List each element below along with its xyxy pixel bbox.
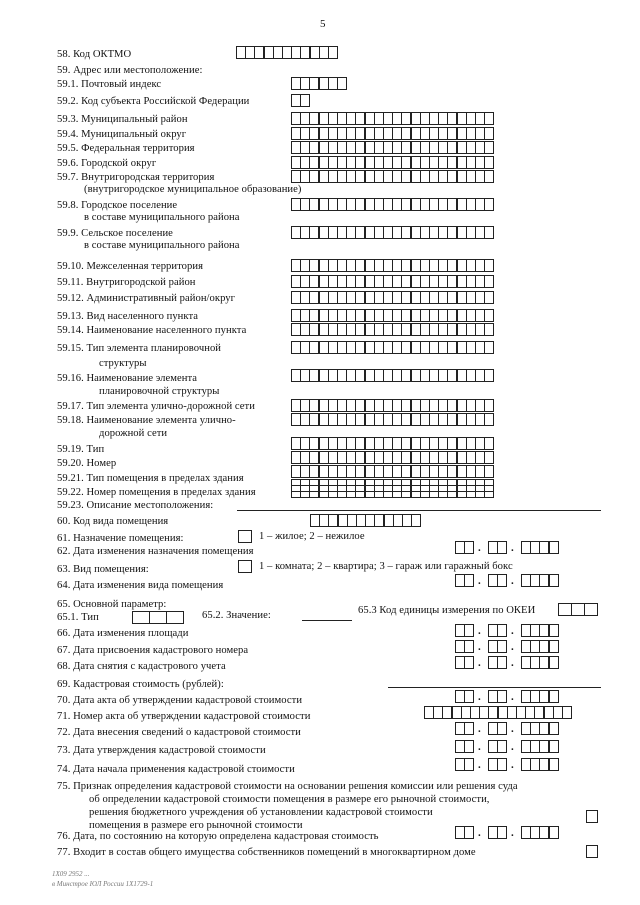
label-f59_2: 59.2. Код субъекта Российской Федерации bbox=[57, 96, 250, 107]
label-f58: 58. Код ОКТМО bbox=[57, 49, 132, 60]
input-cell[interactable] bbox=[484, 413, 494, 426]
input-cell[interactable] bbox=[484, 485, 494, 498]
input-cell[interactable] bbox=[464, 640, 474, 653]
input-cell[interactable] bbox=[497, 826, 507, 839]
input-cell[interactable] bbox=[166, 611, 184, 624]
municipal-district-boxes[interactable] bbox=[291, 112, 493, 125]
label-f59_1: 59.1. Почтовый индекс bbox=[57, 79, 162, 90]
date-separator: . bbox=[511, 542, 514, 554]
label-f59_9b: в составе муниципального района bbox=[84, 240, 240, 251]
date-separator: . bbox=[478, 741, 481, 753]
cadastral-number-date-day[interactable] bbox=[455, 640, 473, 653]
input-cell[interactable] bbox=[464, 541, 474, 554]
input-cell[interactable] bbox=[464, 690, 474, 703]
label-f61: 61. Назначение помещения: bbox=[57, 533, 184, 544]
input-cell[interactable] bbox=[484, 141, 494, 154]
label-f59_20: 59.20. Номер bbox=[57, 458, 117, 469]
input-cell[interactable] bbox=[497, 574, 507, 587]
label-f59_16b: планировочной структуры bbox=[99, 386, 220, 397]
label-f59_19: 59.19. Тип bbox=[57, 444, 105, 455]
input-cell[interactable] bbox=[484, 259, 494, 272]
subject-code-boxes[interactable] bbox=[291, 94, 309, 107]
label-f65_3: 65.3 Код единицы измерения по ОКЕИ bbox=[358, 605, 536, 616]
act-date-month[interactable] bbox=[488, 690, 506, 703]
input-cell[interactable] bbox=[497, 541, 507, 554]
building-type-1-boxes[interactable] bbox=[291, 437, 493, 450]
label-f73: 73. Дата утверждения кадастровой стоимости bbox=[57, 745, 266, 756]
label-f59_15b: структуры bbox=[99, 358, 147, 369]
input-cell[interactable] bbox=[484, 112, 494, 125]
footer-note-1: 1X09 2952 ... bbox=[52, 870, 90, 878]
input-cell[interactable] bbox=[497, 624, 507, 637]
area-change-date-month[interactable] bbox=[488, 624, 506, 637]
kind-change-date-year[interactable] bbox=[521, 574, 558, 587]
settlement-name-boxes[interactable] bbox=[291, 323, 493, 336]
input-cell[interactable] bbox=[464, 624, 474, 637]
urban-okrug-boxes[interactable] bbox=[291, 156, 493, 169]
cost-info-date-day[interactable] bbox=[455, 722, 473, 735]
postal-index-boxes[interactable] bbox=[291, 77, 346, 90]
label-f65: 65. Основной параметр: bbox=[57, 599, 167, 610]
input-cell[interactable] bbox=[484, 309, 494, 322]
label-f75c: решения бюджетного учреждения об установлении кадастровой стоимости bbox=[89, 807, 433, 818]
input-cell[interactable] bbox=[558, 603, 572, 616]
input-cell[interactable] bbox=[497, 690, 507, 703]
label-f59_4: 59.4. Муниципальный округ bbox=[57, 129, 187, 140]
input-cell[interactable] bbox=[549, 722, 559, 735]
input-cell[interactable] bbox=[484, 127, 494, 140]
date-separator: . bbox=[511, 641, 514, 653]
purpose-change-date-day[interactable] bbox=[455, 541, 473, 554]
input-cell[interactable] bbox=[484, 399, 494, 412]
input-cell[interactable] bbox=[497, 758, 507, 771]
date-separator: . bbox=[511, 657, 514, 669]
input-cell[interactable] bbox=[484, 323, 494, 336]
purpose-change-date-year[interactable] bbox=[521, 541, 558, 554]
label-f65_1: 65.1. Тип bbox=[57, 612, 99, 623]
market-value-flag-box[interactable] bbox=[586, 810, 597, 823]
input-cell[interactable] bbox=[586, 810, 598, 823]
room-number-boxes[interactable] bbox=[291, 485, 493, 498]
input-cell[interactable] bbox=[549, 758, 559, 771]
label-f63opt: 1 – комната; 2 – квартира; 3 – гараж или гаражный бокс bbox=[259, 561, 513, 572]
label-f59_17: 59.17. Тип элемента улично-дорожной сети bbox=[57, 401, 255, 412]
input-cell[interactable] bbox=[497, 640, 507, 653]
deregistration-date-year[interactable] bbox=[521, 656, 558, 669]
planning-element-type-boxes[interactable] bbox=[291, 341, 493, 354]
label-f66: 66. Дата изменения площади bbox=[57, 628, 189, 639]
input-cell[interactable] bbox=[549, 656, 559, 669]
label-f59_5: 59.5. Федеральная территория bbox=[57, 143, 195, 154]
label-f72: 72. Дата внесения сведений о кадастровой стоимости bbox=[57, 727, 301, 738]
label-f67: 67. Дата присвоения кадастрового номера bbox=[57, 645, 249, 656]
label-f59_18b: дорожной сети bbox=[99, 428, 168, 439]
label-f59_10: 59.10. Межселенная территория bbox=[57, 261, 203, 272]
input-cell[interactable] bbox=[484, 437, 494, 450]
cost-info-date-month[interactable] bbox=[488, 722, 506, 735]
label-f59_7: 59.7. Внутригородская территория bbox=[57, 172, 215, 183]
input-cell[interactable] bbox=[238, 530, 252, 543]
input-cell[interactable] bbox=[484, 275, 494, 288]
input-cell[interactable] bbox=[549, 740, 559, 753]
label-f59_8b: в составе муниципального района bbox=[84, 212, 240, 223]
label-f59_16: 59.16. Наименование элемента bbox=[57, 373, 198, 384]
intracity-district-boxes[interactable] bbox=[291, 275, 493, 288]
act-date-day[interactable] bbox=[455, 690, 473, 703]
label-f59_12: 59.12. Административный район/округ bbox=[57, 293, 236, 304]
building-type-2-boxes[interactable] bbox=[291, 451, 493, 464]
cost-start-date-year[interactable] bbox=[521, 758, 558, 771]
cost-start-date-day[interactable] bbox=[455, 758, 473, 771]
input-cell[interactable] bbox=[300, 94, 310, 107]
date-separator: . bbox=[478, 657, 481, 669]
label-f59_14: 59.14. Наименование населенного пункта bbox=[57, 325, 247, 336]
street-element-name-boxes[interactable] bbox=[291, 413, 493, 426]
input-cell[interactable] bbox=[132, 611, 150, 624]
input-cell[interactable] bbox=[464, 574, 474, 587]
input-cell[interactable] bbox=[549, 541, 559, 554]
label-f59_6: 59.6. Городской округ bbox=[57, 158, 157, 169]
street-element-type-boxes[interactable] bbox=[291, 399, 493, 412]
cost-start-date-month[interactable] bbox=[488, 758, 506, 771]
input-cell[interactable] bbox=[464, 826, 474, 839]
date-separator: . bbox=[511, 741, 514, 753]
label-f59_8: 59.8. Городское поселение bbox=[57, 200, 178, 211]
act-number-boxes[interactable] bbox=[424, 706, 571, 719]
intracity-territory-boxes[interactable] bbox=[291, 170, 493, 183]
date-separator: . bbox=[511, 575, 514, 587]
oktmo-code-boxes[interactable] bbox=[236, 46, 337, 59]
date-separator: . bbox=[478, 542, 481, 554]
input-cell[interactable] bbox=[549, 690, 559, 703]
label-f59_3: 59.3. Муниципальный район bbox=[57, 114, 188, 125]
input-cell[interactable] bbox=[328, 46, 338, 59]
date-separator: . bbox=[511, 691, 514, 703]
label-f61opt: 1 – жилое; 2 – нежилое bbox=[259, 531, 365, 542]
date-separator: . bbox=[511, 723, 514, 735]
date-separator: . bbox=[478, 759, 481, 771]
label-f59: 59. Адрес или местоположение: bbox=[57, 65, 203, 76]
label-f77: 77. Входит в состав общего имущества собственников помещений в многоквартирном доме bbox=[57, 847, 476, 858]
urban-settlement-boxes[interactable] bbox=[291, 198, 493, 211]
input-cell[interactable] bbox=[464, 740, 474, 753]
footer-note-2: в Минстрое ЮЛ России 1X1729-1 bbox=[52, 880, 154, 888]
input-cell[interactable] bbox=[149, 611, 167, 624]
input-cell[interactable] bbox=[484, 226, 494, 239]
label-f64: 64. Дата изменения вида помещения bbox=[57, 580, 224, 591]
building-number-boxes[interactable] bbox=[291, 465, 493, 478]
input-cell[interactable] bbox=[484, 198, 494, 211]
label-f75: 75. Признак определения кадастровой стоимости на основании решения комиссии или решения суда bbox=[57, 781, 518, 792]
input-cell[interactable] bbox=[497, 722, 507, 735]
input-cell[interactable] bbox=[586, 845, 598, 858]
municipal-okrug-boxes[interactable] bbox=[291, 127, 493, 140]
date-separator: . bbox=[511, 759, 514, 771]
label-f76: 76. Дата, по состоянию на которую определена кадастровая стоимость bbox=[57, 831, 379, 842]
date-separator: . bbox=[478, 641, 481, 653]
label-f59_21: 59.21. Тип помещения в пределах здания bbox=[57, 473, 244, 484]
input-cell[interactable] bbox=[464, 656, 474, 669]
deregistration-date-month[interactable] bbox=[488, 656, 506, 669]
valuation-date-month[interactable] bbox=[488, 826, 506, 839]
param-value-line[interactable] bbox=[302, 620, 352, 621]
label-f62: 62. Дата изменения назначения помещения bbox=[57, 546, 254, 557]
date-separator: . bbox=[478, 625, 481, 637]
label-f75b: об определении кадастровой стоимости помещения в размере его рыночной стоимости, bbox=[89, 794, 490, 805]
label-f68: 68. Дата снятия с кадастрового учета bbox=[57, 661, 226, 672]
label-f60: 60. Код вида помещения bbox=[57, 516, 169, 527]
input-cell[interactable] bbox=[549, 640, 559, 653]
planning-element-name-boxes[interactable] bbox=[291, 369, 493, 382]
input-cell[interactable] bbox=[464, 758, 474, 771]
inter-settlement-territory-boxes[interactable] bbox=[291, 259, 493, 272]
rural-settlement-boxes[interactable] bbox=[291, 226, 493, 239]
input-cell[interactable] bbox=[337, 77, 347, 90]
room-kind-box[interactable] bbox=[238, 560, 251, 573]
date-separator: . bbox=[511, 827, 514, 839]
cost-approval-date-day[interactable] bbox=[455, 740, 473, 753]
label-f59_15: 59.15. Тип элемента планировочной bbox=[57, 343, 222, 354]
page-number: 5 bbox=[320, 18, 326, 30]
federal-territory-boxes[interactable] bbox=[291, 141, 493, 154]
input-cell[interactable] bbox=[484, 341, 494, 354]
purpose-change-date-month[interactable] bbox=[488, 541, 506, 554]
date-separator: . bbox=[478, 691, 481, 703]
location-description-line[interactable] bbox=[237, 510, 601, 511]
cadastral-number-date-month[interactable] bbox=[488, 640, 506, 653]
cost-info-date-year[interactable] bbox=[521, 722, 558, 735]
label-f59_11: 59.11. Внутригородской район bbox=[57, 277, 196, 288]
label-f69: 69. Кадастровая стоимость (рублей): bbox=[57, 679, 224, 690]
input-cell[interactable] bbox=[484, 291, 494, 304]
kind-change-date-day[interactable] bbox=[455, 574, 473, 587]
cost-approval-date-month[interactable] bbox=[488, 740, 506, 753]
common-property-flag-box[interactable] bbox=[586, 845, 597, 858]
label-f59_18: 59.18. Наименование элемента улично- bbox=[57, 415, 236, 426]
input-cell[interactable] bbox=[411, 514, 421, 527]
cadastral-value-line[interactable] bbox=[388, 687, 601, 688]
administrative-district-boxes[interactable] bbox=[291, 291, 493, 304]
area-change-date-year[interactable] bbox=[521, 624, 558, 637]
param-type-boxes[interactable] bbox=[132, 611, 184, 624]
label-f59_22: 59.22. Номер помещения в пределах здания bbox=[57, 487, 256, 498]
cost-approval-date-year[interactable] bbox=[521, 740, 558, 753]
input-cell[interactable] bbox=[497, 656, 507, 669]
date-separator: . bbox=[511, 625, 514, 637]
input-cell[interactable] bbox=[238, 560, 252, 573]
input-cell[interactable] bbox=[484, 156, 494, 169]
cadastral-number-date-year[interactable] bbox=[521, 640, 558, 653]
input-cell[interactable] bbox=[549, 826, 559, 839]
input-cell[interactable] bbox=[484, 369, 494, 382]
act-date-year[interactable] bbox=[521, 690, 558, 703]
label-f70: 70. Дата акта об утверждении кадастровой стоимости bbox=[57, 695, 303, 706]
label-f59_13: 59.13. Вид населенного пункта bbox=[57, 311, 199, 322]
valuation-date-year[interactable] bbox=[521, 826, 558, 839]
date-separator: . bbox=[478, 723, 481, 735]
deregistration-date-day[interactable] bbox=[455, 656, 473, 669]
input-cell[interactable] bbox=[562, 706, 572, 719]
kind-change-date-month[interactable] bbox=[488, 574, 506, 587]
area-change-date-day[interactable] bbox=[455, 624, 473, 637]
input-cell[interactable] bbox=[464, 722, 474, 735]
input-cell[interactable] bbox=[484, 170, 494, 183]
input-cell[interactable] bbox=[497, 740, 507, 753]
input-cell[interactable] bbox=[484, 465, 494, 478]
input-cell[interactable] bbox=[584, 603, 598, 616]
date-separator: . bbox=[478, 575, 481, 587]
label-f65_2: 65.2. Значение: bbox=[202, 610, 271, 621]
input-cell[interactable] bbox=[571, 603, 585, 616]
date-separator: . bbox=[478, 827, 481, 839]
label-f63: 63. Вид помещения: bbox=[57, 564, 149, 575]
label-f59_23: 59.23. Описание местоположения: bbox=[57, 500, 214, 511]
label-f59_9: 59.9. Сельское поселение bbox=[57, 228, 173, 239]
input-cell[interactable] bbox=[549, 574, 559, 587]
label-f59_7b: (внутригородское муниципальное образование) bbox=[84, 184, 302, 195]
okei-code-boxes[interactable] bbox=[558, 603, 598, 616]
input-cell[interactable] bbox=[549, 624, 559, 637]
label-f75d: помещения в размере его рыночной стоимости bbox=[89, 820, 303, 831]
settlement-type-boxes[interactable] bbox=[291, 309, 493, 322]
valuation-date-day[interactable] bbox=[455, 826, 473, 839]
label-f74: 74. Дата начала применения кадастровой стоимости bbox=[57, 764, 295, 775]
input-cell[interactable] bbox=[484, 451, 494, 464]
room-purpose-box[interactable] bbox=[238, 530, 251, 543]
room-kind-code-boxes[interactable] bbox=[310, 514, 420, 527]
label-f71: 71. Номер акта об утверждении кадастровой стоимости bbox=[57, 711, 311, 722]
